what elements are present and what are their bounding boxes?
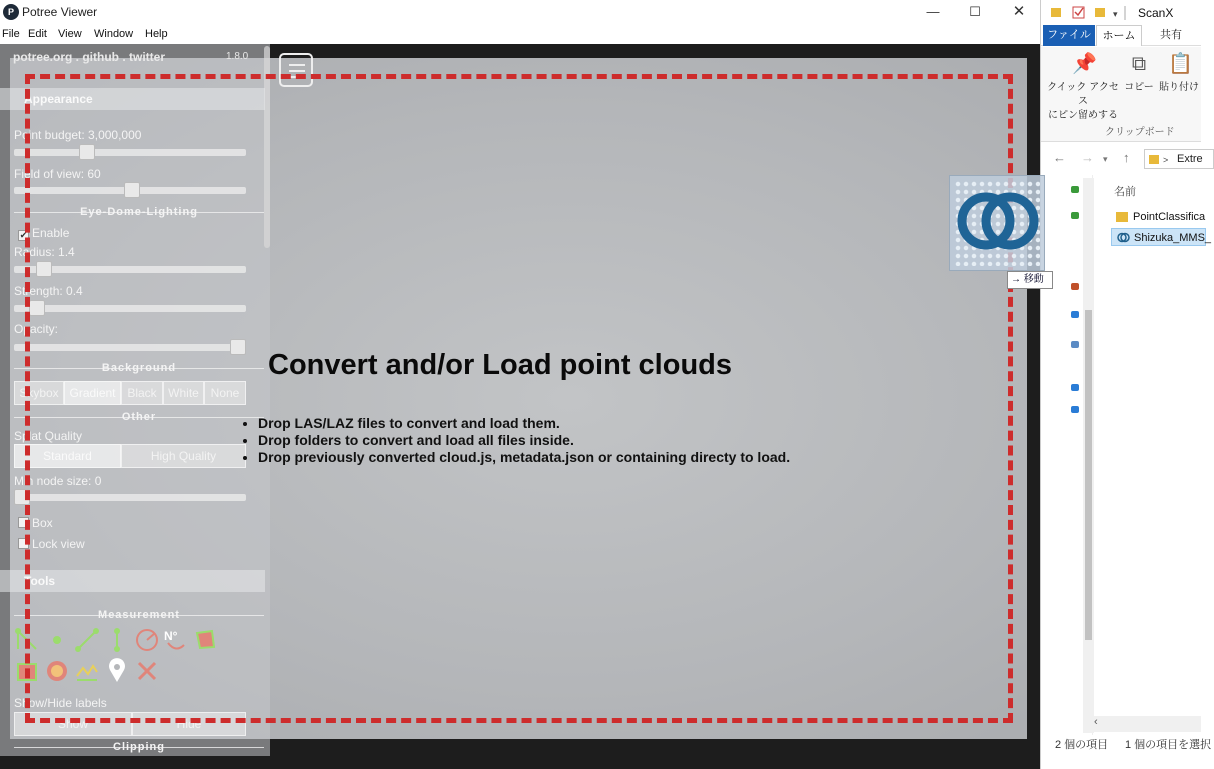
nav-item-icon[interactable] (1071, 212, 1079, 219)
drag-ghost-file (949, 175, 1045, 271)
menu-edit[interactable]: Edit (28, 28, 47, 40)
minimize-button[interactable]: — (926, 4, 940, 19)
min-node-size-label: Min node size: 0 (14, 474, 102, 488)
point-budget-label: Point budget: 3,000,000 (14, 128, 142, 142)
forward-icon[interactable]: → (1081, 150, 1094, 165)
address-text: Extre (1177, 153, 1203, 165)
tab-share[interactable]: 共有 (1160, 29, 1182, 41)
pin-quick-access-button[interactable] (1047, 51, 1119, 123)
drop-zone[interactable] (25, 74, 1013, 723)
quick-access-toolbar-icons[interactable] (1051, 6, 1131, 20)
scroll-left-icon[interactable]: ‹ (1094, 716, 1098, 728)
file-explorer-window (1040, 0, 1212, 769)
copy-label: コピー (1124, 82, 1154, 93)
measurement-header: Measurement (98, 609, 180, 621)
menu-file[interactable]: File (2, 28, 20, 40)
nav-item-icon[interactable] (1071, 186, 1079, 193)
pin-label-1: クイック アクセス (1047, 82, 1119, 107)
name-column-header[interactable]: 名前 (1114, 186, 1136, 198)
close-button[interactable]: ✕ (1012, 3, 1026, 20)
menu-bar (0, 26, 1040, 44)
lock-view-label: Lock view (32, 537, 85, 551)
horizontal-scrollbar[interactable] (1089, 716, 1201, 732)
address-bar-row (1041, 146, 1201, 172)
ribbon (1041, 47, 1201, 142)
address-input[interactable] (1144, 149, 1214, 169)
desktop-icon[interactable] (1071, 406, 1079, 413)
back-icon[interactable]: ← (1053, 150, 1066, 165)
file-name: PointClassifica (1133, 211, 1206, 223)
sidebar-links[interactable]: potree.org . github . twitter (13, 50, 165, 64)
copy-icon: ⧉ (1131, 53, 1147, 75)
window-title: Potree Viewer (22, 5, 98, 19)
recent-chevron-icon[interactable]: ▾ (1103, 154, 1108, 164)
box-label: Box (32, 516, 53, 530)
potree-app-icon: P (3, 4, 19, 20)
file-row[interactable] (1111, 208, 1206, 226)
menu-window[interactable]: Window (94, 28, 134, 40)
title-bar[interactable] (0, 0, 1040, 25)
other-header: Other (121, 411, 157, 423)
tools-header[interactable]: Tools (0, 570, 265, 592)
cloudcompare-file-icon (1117, 232, 1129, 243)
opacity-label: Opacity: (14, 322, 59, 336)
clipping-header: Clipping (113, 741, 165, 753)
strength-label: Strength: 0.4 (14, 284, 83, 298)
clipboard-group-label: クリップボード (1105, 127, 1175, 138)
svg-text:▾: ▾ (1113, 9, 1118, 19)
folder-icon (1149, 154, 1173, 166)
bg-none-button[interactable]: None (204, 381, 246, 405)
status-bar (1041, 736, 1212, 751)
menu-help[interactable]: Help (145, 28, 168, 40)
selected-count: 1 個の項目を選択 (1125, 739, 1212, 751)
drop-zone-title: Convert and/or Load point clouds (268, 349, 732, 381)
svg-text:N°: N° (164, 629, 178, 643)
show-labels-button[interactable]: Show (14, 712, 132, 736)
edl-header: Eye-Dome-Lighting (80, 206, 198, 218)
paste-label: 貼り付け (1159, 82, 1199, 93)
version-label: 1.8.0 (226, 51, 249, 62)
appearance-header[interactable]: Appearance (0, 88, 265, 110)
file-row-selected[interactable] (1111, 228, 1212, 246)
drop-instruction-item: • Drop previously converted cloud.js, metadata.json or containing directy to load. (258, 449, 790, 466)
tab-file[interactable]: ファイル (1043, 25, 1095, 46)
fov-label: Field of view: 60 (14, 167, 101, 181)
copy-button[interactable] (1123, 51, 1155, 95)
splat-quality-label: Splat Quality (14, 429, 83, 443)
svg-text:>: > (1163, 155, 1169, 165)
file-name: Shizuka_MMS_ (1134, 232, 1212, 244)
pin-icon: 📌 (1072, 53, 1097, 75)
radius-label: Radius: 1.4 (14, 245, 75, 259)
maximize-button[interactable]: ☐ (969, 4, 981, 19)
edl-enable-label: Enable (32, 226, 70, 240)
pc-icon[interactable] (1071, 341, 1079, 348)
bg-gradient-button[interactable]: Gradient (64, 381, 121, 405)
download-icon[interactable] (1071, 384, 1079, 391)
drop-instructions (258, 415, 790, 466)
splat-high-quality-button[interactable]: High Quality (121, 444, 246, 468)
paste-button[interactable] (1157, 51, 1201, 95)
explorer-title: ScanX (1138, 6, 1174, 20)
ribbon-tabs (1041, 25, 1201, 46)
menu-view[interactable]: View (58, 28, 82, 40)
pin-label-2: にピン留めする (1048, 110, 1118, 121)
bg-white-button[interactable]: White (163, 381, 204, 405)
drop-instruction-item: • Drop LAS/LAZ files to convert and load them. (258, 415, 790, 432)
paste-icon: 📋 (1168, 53, 1193, 75)
explorer-title-bar[interactable] (1041, 0, 1201, 25)
bg-black-button[interactable]: Black (121, 381, 163, 405)
onedrive-icon[interactable] (1071, 311, 1079, 318)
item-count: 2 個の項目 (1055, 739, 1109, 751)
hide-labels-button[interactable]: Hide (132, 712, 246, 736)
up-icon[interactable]: ↑ (1123, 150, 1130, 165)
bg-skybox-button[interactable]: Skybox (14, 381, 64, 405)
nav-scroll-thumb[interactable] (1085, 310, 1092, 640)
move-tooltip: → 移動 (1007, 271, 1053, 289)
background-header: Background (101, 362, 177, 374)
drop-instruction-item: • Drop folders to convert and load all files inside. (258, 432, 790, 449)
clipping-divider (14, 741, 264, 753)
folder-icon (1116, 211, 1128, 222)
cloudcompare-logo-icon (956, 190, 1042, 252)
nav-item-icon[interactable] (1071, 283, 1079, 290)
splat-standard-button[interactable]: Standard (14, 444, 121, 468)
tab-home[interactable]: ホーム (1096, 25, 1142, 46)
show-hide-labels-label: Show/Hide labels (14, 696, 107, 710)
checkbox-icon[interactable]: ✔ (19, 230, 28, 240)
